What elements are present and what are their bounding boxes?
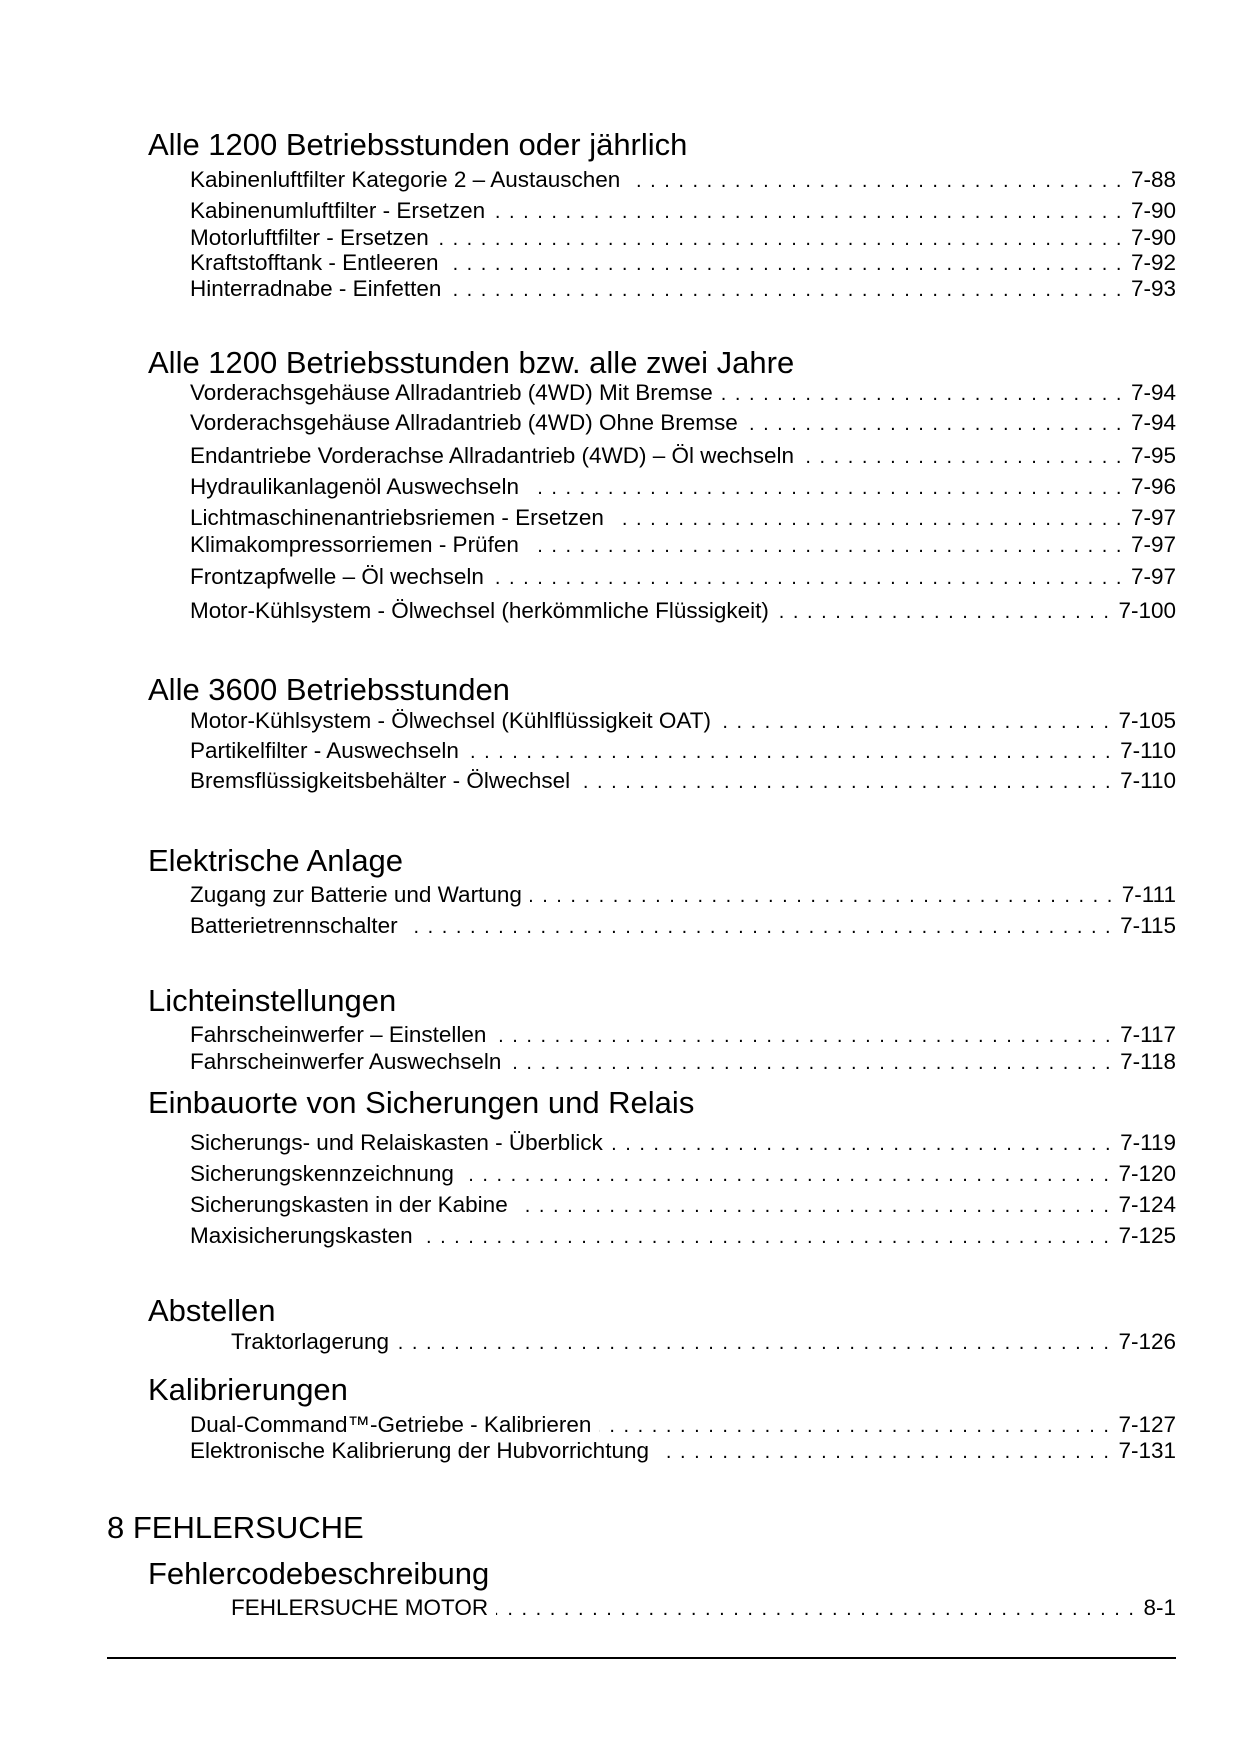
dot-leader bbox=[599, 1412, 1110, 1440]
dot-leader bbox=[578, 768, 1112, 796]
toc-entry-title: Frontzapfwelle – Öl wechseln bbox=[190, 564, 484, 589]
toc-entry-title: Zugang zur Batterie und Wartung bbox=[190, 882, 522, 907]
toc-entry-title: Hinterradnabe - Einfetten bbox=[190, 276, 442, 301]
toc-entry[interactable] bbox=[190, 563, 1176, 592]
toc-entry-title: Kabinenluftfilter Kategorie 2 – Austauschen bbox=[190, 167, 621, 192]
toc-entry-page: 7-117 bbox=[1120, 1022, 1176, 1047]
toc-entry[interactable] bbox=[190, 597, 1176, 626]
dot-leader bbox=[721, 380, 1123, 408]
section-heading: Alle 3600 Betriebsstunden bbox=[148, 672, 510, 707]
dot-leader bbox=[746, 410, 1123, 438]
toc-entry-page: 7-90 bbox=[1130, 225, 1176, 250]
toc-entry[interactable] bbox=[190, 166, 1176, 195]
toc-entry-page: 7-92 bbox=[1130, 250, 1176, 275]
toc-entry[interactable] bbox=[190, 504, 1176, 533]
section-heading: Alle 1200 Betriebsstunden oder jährlich bbox=[148, 127, 688, 162]
toc-entry-page: 7-125 bbox=[1118, 1223, 1176, 1248]
toc-entry-page: 7-127 bbox=[1118, 1412, 1176, 1437]
dot-leader bbox=[493, 198, 1123, 226]
toc-entry-title: Bremsflüssigkeitsbehälter - Ölwechsel bbox=[190, 768, 571, 793]
dot-leader bbox=[462, 1161, 1111, 1189]
toc-entry-page: 7-94 bbox=[1130, 380, 1176, 405]
toc-entry[interactable] bbox=[231, 1328, 1176, 1357]
chapter-title: 8 FEHLERSUCHE bbox=[107, 1510, 364, 1545]
dot-leader bbox=[628, 167, 1123, 195]
toc-entry-title: FEHLERSUCHE MOTOR bbox=[231, 1595, 489, 1620]
toc-entry-title: Sicherungs- und Relaiskasten - Überblick bbox=[190, 1130, 603, 1155]
toc-entry-title: Klimakompressorriemen - Prüfen bbox=[190, 532, 519, 557]
dot-leader bbox=[611, 1130, 1112, 1158]
toc-entry[interactable] bbox=[190, 1129, 1176, 1158]
toc-entry[interactable] bbox=[190, 1437, 1176, 1466]
toc-entry-page: 7-97 bbox=[1130, 564, 1176, 589]
toc-entry[interactable] bbox=[190, 737, 1176, 766]
toc-entry[interactable] bbox=[190, 1191, 1176, 1220]
toc-entry-title: Sicherungskasten in der Kabine bbox=[190, 1192, 508, 1217]
toc-entry[interactable] bbox=[190, 197, 1176, 226]
toc-entry-title: Traktorlagerung bbox=[231, 1329, 389, 1354]
dot-leader bbox=[496, 1595, 1135, 1623]
toc-entry[interactable] bbox=[190, 1411, 1176, 1440]
toc-entry-title: Hydraulikanlagenöl Auswechseln bbox=[190, 474, 519, 499]
dot-leader bbox=[449, 276, 1123, 304]
toc-entry[interactable] bbox=[190, 275, 1176, 304]
toc-entry-title: Sicherungskennzeichnung bbox=[190, 1161, 454, 1186]
dot-leader bbox=[777, 598, 1111, 626]
toc-entry-title: Batterietrennschalter bbox=[190, 913, 398, 938]
toc-entry-title: Partikelfilter - Auswechseln bbox=[190, 738, 459, 763]
section-heading: Einbauorte von Sicherungen und Relais bbox=[148, 1085, 695, 1120]
toc-entry-title: Motor-Kühlsystem - Ölwechsel (herkömmliche Flüssigkeit) bbox=[190, 598, 769, 623]
toc-entry-page: 7-97 bbox=[1130, 505, 1176, 530]
toc-entry[interactable] bbox=[190, 379, 1176, 408]
toc-entry-title: Fahrscheinwerfer – Einstellen bbox=[190, 1022, 487, 1047]
toc-entry[interactable] bbox=[190, 881, 1176, 910]
toc-entry[interactable] bbox=[190, 442, 1176, 471]
toc-entry-page: 7-110 bbox=[1120, 768, 1176, 793]
dot-leader bbox=[527, 532, 1123, 560]
toc-entry-page: 7-90 bbox=[1130, 198, 1176, 223]
toc-entry[interactable] bbox=[190, 1021, 1176, 1050]
toc-entry-title: Lichtmaschinenantriebsriemen - Ersetzen bbox=[190, 505, 604, 530]
toc-entry-page: 7-88 bbox=[1130, 167, 1176, 192]
toc-entry-page: 7-96 bbox=[1130, 474, 1176, 499]
toc-entry[interactable] bbox=[190, 767, 1176, 796]
toc-entry-page: 7-97 bbox=[1130, 532, 1176, 557]
toc-entry-page: 7-124 bbox=[1118, 1192, 1176, 1217]
toc-entry-title: Motor-Kühlsystem - Ölwechsel (Kühlflüssigkeit OAT) bbox=[190, 708, 711, 733]
toc-entry-page: 7-119 bbox=[1120, 1130, 1176, 1155]
toc-entry-page: 7-94 bbox=[1130, 410, 1176, 435]
dot-leader bbox=[527, 474, 1123, 502]
toc-entry[interactable] bbox=[190, 912, 1176, 941]
toc-entry[interactable] bbox=[190, 409, 1176, 438]
toc-entry-title: Vorderachsgehäuse Allradantrieb (4WD) Mit Bremse bbox=[190, 380, 713, 405]
dot-leader bbox=[421, 1223, 1111, 1251]
toc-entry-title: Kraftstofftank - Entleeren bbox=[190, 250, 439, 275]
toc-entry-title: Motorluftfilter - Ersetzen bbox=[190, 225, 429, 250]
dot-leader bbox=[397, 1329, 1110, 1357]
toc-entry[interactable] bbox=[231, 1594, 1176, 1623]
toc-entry-title: Endantriebe Vorderachse Allradantrieb (4WD) – Öl wechseln bbox=[190, 443, 795, 468]
toc-entry-title: Elektronische Kalibrierung der Hubvorrichtung bbox=[190, 1438, 649, 1463]
toc-entry[interactable] bbox=[190, 707, 1176, 736]
dot-leader bbox=[406, 913, 1113, 941]
dot-leader bbox=[516, 1192, 1111, 1220]
toc-entry-page: 8-1 bbox=[1143, 1595, 1176, 1620]
section-heading: Fehlercodebeschreibung bbox=[148, 1556, 490, 1591]
toc-entry[interactable] bbox=[190, 1048, 1176, 1077]
dot-leader bbox=[494, 1022, 1112, 1050]
dot-leader bbox=[446, 250, 1122, 278]
toc-entry-page: 7-100 bbox=[1118, 598, 1176, 623]
toc-entry-page: 7-126 bbox=[1118, 1329, 1176, 1354]
toc-entry-page: 7-95 bbox=[1130, 443, 1176, 468]
section-heading: Abstellen bbox=[148, 1293, 276, 1328]
dot-leader bbox=[530, 882, 1114, 910]
toc-entry[interactable] bbox=[190, 1160, 1176, 1189]
toc-entry-title: Kabinenumluftfilter - Ersetzen bbox=[190, 198, 486, 223]
dot-leader bbox=[657, 1438, 1110, 1466]
toc-entry-title: Dual-Command™-Getriebe - Kalibrieren bbox=[190, 1412, 592, 1437]
toc-entry-page: 7-131 bbox=[1118, 1438, 1176, 1463]
toc-entry-title: Vorderachsgehäuse Allradantrieb (4WD) Ohne Bremse bbox=[190, 410, 738, 435]
section-heading: Lichteinstellungen bbox=[148, 983, 397, 1018]
dot-leader bbox=[802, 443, 1123, 471]
toc-entry-page: 7-111 bbox=[1121, 882, 1176, 907]
dot-leader bbox=[467, 738, 1112, 766]
toc-entry[interactable] bbox=[190, 473, 1176, 502]
toc-entry[interactable] bbox=[190, 531, 1176, 560]
toc-entry-page: 7-115 bbox=[1120, 913, 1176, 938]
dot-leader bbox=[612, 505, 1123, 533]
toc-entry-page: 7-118 bbox=[1120, 1049, 1176, 1074]
section-heading: Elektrische Anlage bbox=[148, 843, 404, 878]
section-heading: Kalibrierungen bbox=[148, 1372, 348, 1407]
section-heading: Alle 1200 Betriebsstunden bzw. alle zwei Jahre bbox=[148, 345, 795, 380]
dot-leader bbox=[509, 1049, 1112, 1077]
dot-leader bbox=[492, 564, 1123, 592]
toc-entry-page: 7-120 bbox=[1118, 1161, 1176, 1186]
bottom-rule bbox=[107, 1657, 1176, 1659]
toc-entry-title: Maxisicherungskasten bbox=[190, 1223, 413, 1248]
dot-leader bbox=[719, 708, 1110, 736]
toc-entry-page: 7-105 bbox=[1118, 708, 1176, 733]
toc-entry-title: Fahrscheinwerfer Auswechseln bbox=[190, 1049, 502, 1074]
toc-entry[interactable] bbox=[190, 249, 1176, 278]
toc-entry[interactable] bbox=[190, 1222, 1176, 1251]
toc-entry-page: 7-93 bbox=[1130, 276, 1176, 301]
toc-entry-page: 7-110 bbox=[1120, 738, 1176, 763]
